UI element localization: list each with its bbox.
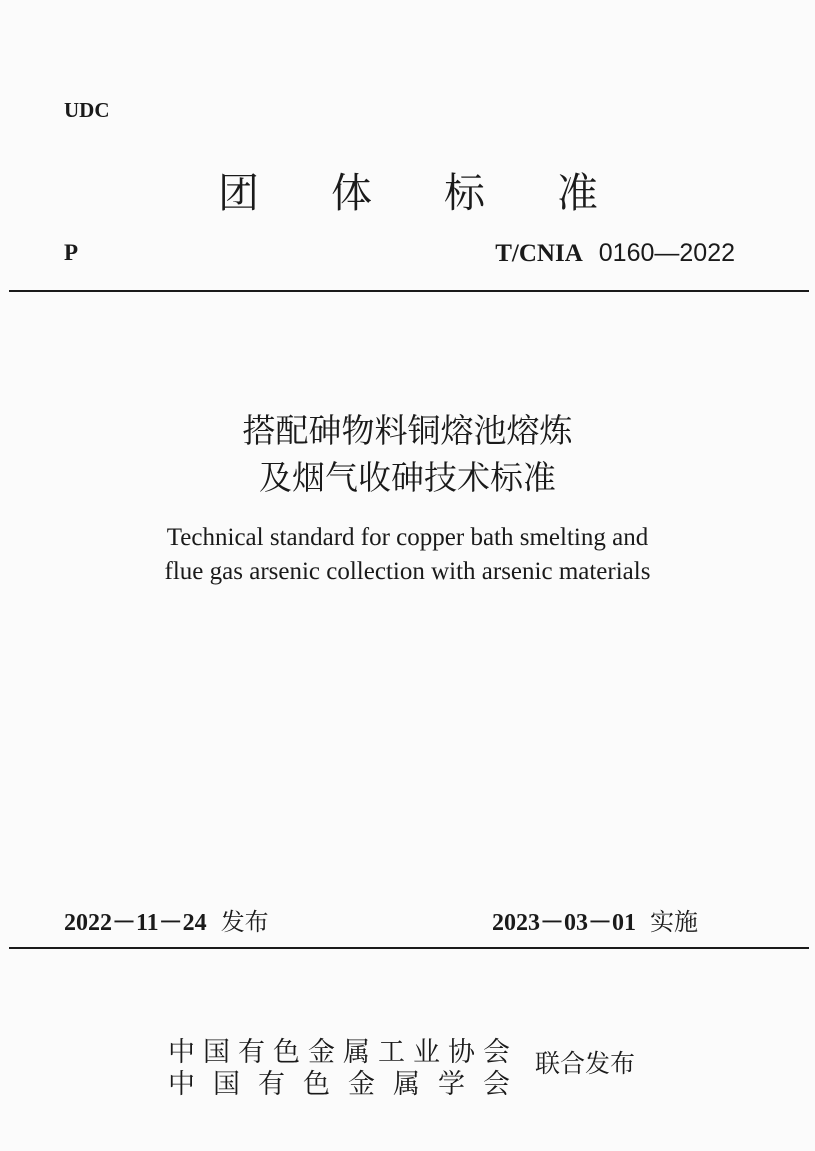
standard-type-char: 准 <box>557 169 598 217</box>
publisher-char: 会 <box>483 1069 510 1100</box>
publisher-char: 金 <box>348 1069 375 1100</box>
publisher-char: 有 <box>238 1037 265 1068</box>
title-en-line1: Technical standard for copper bath smelting and <box>166 524 649 551</box>
publisher-line2 <box>168 1062 510 1101</box>
standard-type-char: 标 <box>444 169 485 217</box>
publisher-char: 中 <box>168 1037 195 1068</box>
publisher-char: 会 <box>483 1037 510 1068</box>
publisher-char: 业 <box>413 1037 440 1068</box>
publisher-char: 协 <box>448 1037 475 1068</box>
top-divider <box>9 290 809 292</box>
standard-type-char: 体 <box>331 169 372 217</box>
classification-code: P <box>64 240 79 265</box>
publisher-char: 色 <box>273 1037 300 1068</box>
bottom-divider <box>9 947 809 949</box>
title-cn-line2: 及烟气收砷技术标准 <box>259 458 556 497</box>
publisher-char: 中 <box>168 1069 195 1100</box>
standard-number <box>495 238 735 268</box>
standard-org-code: T/CNIA <box>495 240 583 267</box>
publisher-char: 学 <box>438 1069 465 1100</box>
standard-type-heading <box>218 160 598 219</box>
publisher-char: 工 <box>378 1037 405 1068</box>
publisher-char: 国 <box>213 1069 240 1100</box>
issue-date-block <box>64 902 269 937</box>
standard-number-value: 0160—2022 <box>598 239 735 267</box>
joint-publish-label: 联合发布 <box>535 1049 636 1078</box>
issue-label: 发布 <box>220 908 269 936</box>
publisher-char: 属 <box>343 1037 370 1068</box>
publisher-char: 国 <box>203 1037 230 1068</box>
udc-label: UDC <box>64 98 110 122</box>
implement-label: 实施 <box>650 908 698 936</box>
publisher-char: 色 <box>303 1069 330 1100</box>
publisher-char: 金 <box>308 1037 335 1068</box>
implement-date-block <box>492 902 698 937</box>
title-cn-line1: 搭配砷物料铜熔池熔炼 <box>242 411 573 450</box>
title-en-line2: flue gas arsenic collection with arsenic materials <box>164 558 651 585</box>
publisher-char: 属 <box>393 1069 420 1100</box>
standard-type-char: 团 <box>218 169 259 217</box>
implement-date: 2023－03－01 <box>492 910 636 936</box>
publisher-char: 有 <box>258 1069 285 1100</box>
issue-date: 2022－11－24 <box>64 910 207 936</box>
